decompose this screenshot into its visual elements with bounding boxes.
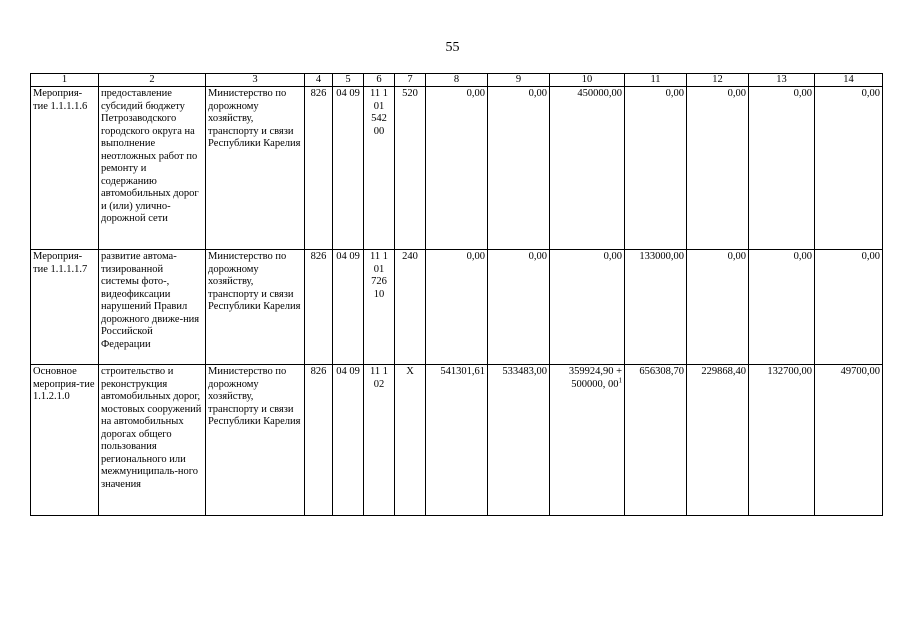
activity-code: Мероприя-тие 1.1.1.1.7 (31, 250, 99, 365)
header-cell: 14 (815, 74, 883, 87)
grbs-code: 826 (305, 87, 333, 250)
page-number: 55 (445, 40, 460, 55)
amount-cell (550, 365, 625, 516)
activity-code: Основное мероприя-тие 1.1.2.1.0 (31, 365, 99, 516)
amount-cell (550, 250, 625, 365)
amount-value: 359924,90 + 500000, 00 (568, 366, 622, 390)
header-row (31, 74, 883, 87)
section-code: 04 09 (333, 87, 364, 250)
amount-cell: 0,00 (625, 87, 687, 250)
amount-cell: 229868,40 (687, 365, 749, 516)
amount-cell: 656308,70 (625, 365, 687, 516)
header-cell: 7 (395, 74, 426, 87)
amount-cell: 132700,00 (749, 365, 815, 516)
section-code: 04 09 (333, 365, 364, 516)
grbs-code: 826 (305, 250, 333, 365)
header-cell: 9 (488, 74, 550, 87)
section-code: 04 09 (333, 250, 364, 365)
header-cell: 2 (99, 74, 206, 87)
header-cell: 13 (749, 74, 815, 87)
budget-table (30, 73, 883, 516)
amount-cell: 0,00 (815, 250, 883, 365)
amount-cell: 0,00 (749, 250, 815, 365)
amount-cell: 0,00 (687, 87, 749, 250)
header-cell: 1 (31, 74, 99, 87)
target-article-code: 11 1 02 (364, 365, 395, 516)
header-cell: 12 (687, 74, 749, 87)
expense-type-code: 240 (395, 250, 426, 365)
amount-cell: 0,00 (488, 250, 550, 365)
amount-value: 0,00 (603, 251, 622, 262)
header-cell: 10 (550, 74, 625, 87)
amount-cell: 0,00 (426, 87, 488, 250)
table-row (31, 250, 883, 365)
target-article-code: 11 1 01 542 00 (364, 87, 395, 250)
activity-code: Мероприя-тие 1.1.1.1.6 (31, 87, 99, 250)
header-cell: 8 (426, 74, 488, 87)
amount-cell (550, 87, 625, 250)
amount-cell: 0,00 (426, 250, 488, 365)
amount-cell: 49700,00 (815, 365, 883, 516)
amount-cell: 541301,61 (426, 365, 488, 516)
expense-type-code: Х (395, 365, 426, 516)
amount-value: 450000,00 (577, 88, 622, 99)
table-row (31, 365, 883, 516)
amount-cell: 533483,00 (488, 365, 550, 516)
header-cell: 3 (206, 74, 305, 87)
activity-description: развитие автома-тизированной системы фото-, видеофиксации нарушений Правил дорожного движе-ния Российской Федерации (99, 250, 206, 365)
amount-cell: 0,00 (815, 87, 883, 250)
header-cell: 11 (625, 74, 687, 87)
amount-cell: 133000,00 (625, 250, 687, 365)
grbs-code: 826 (305, 365, 333, 516)
footnote-mark: 1 (618, 376, 622, 384)
header-cell: 5 (333, 74, 364, 87)
header-cell: 4 (305, 74, 333, 87)
responsible-body: Министерство по дорожному хозяйству, транспорту и связи Республики Карелия (206, 87, 305, 250)
amount-cell: 0,00 (687, 250, 749, 365)
responsible-body: Министерство по дорожному хозяйству, транспорту и связи Республики Карелия (206, 365, 305, 516)
expense-type-code: 520 (395, 87, 426, 250)
activity-description: строительство и реконструкция автомобильных дорог, мостовых сооружений на автомобильных дорогах общего пользования регионального или межмуниципаль-ного значения (99, 365, 206, 516)
activity-description: предоставление субсидий бюджету Петрозаводского городского округа на выполнение неотложных работ по ремонту и содержанию автомобильных дорог и (или) улично-дорожной сети (99, 87, 206, 250)
responsible-body: Министерство по дорожному хозяйству, транспорту и связи Республики Карелия (206, 250, 305, 365)
target-article-code: 11 1 01 726 10 (364, 250, 395, 365)
header-cell: 6 (364, 74, 395, 87)
amount-cell: 0,00 (749, 87, 815, 250)
table-row (31, 87, 883, 250)
amount-cell: 0,00 (488, 87, 550, 250)
